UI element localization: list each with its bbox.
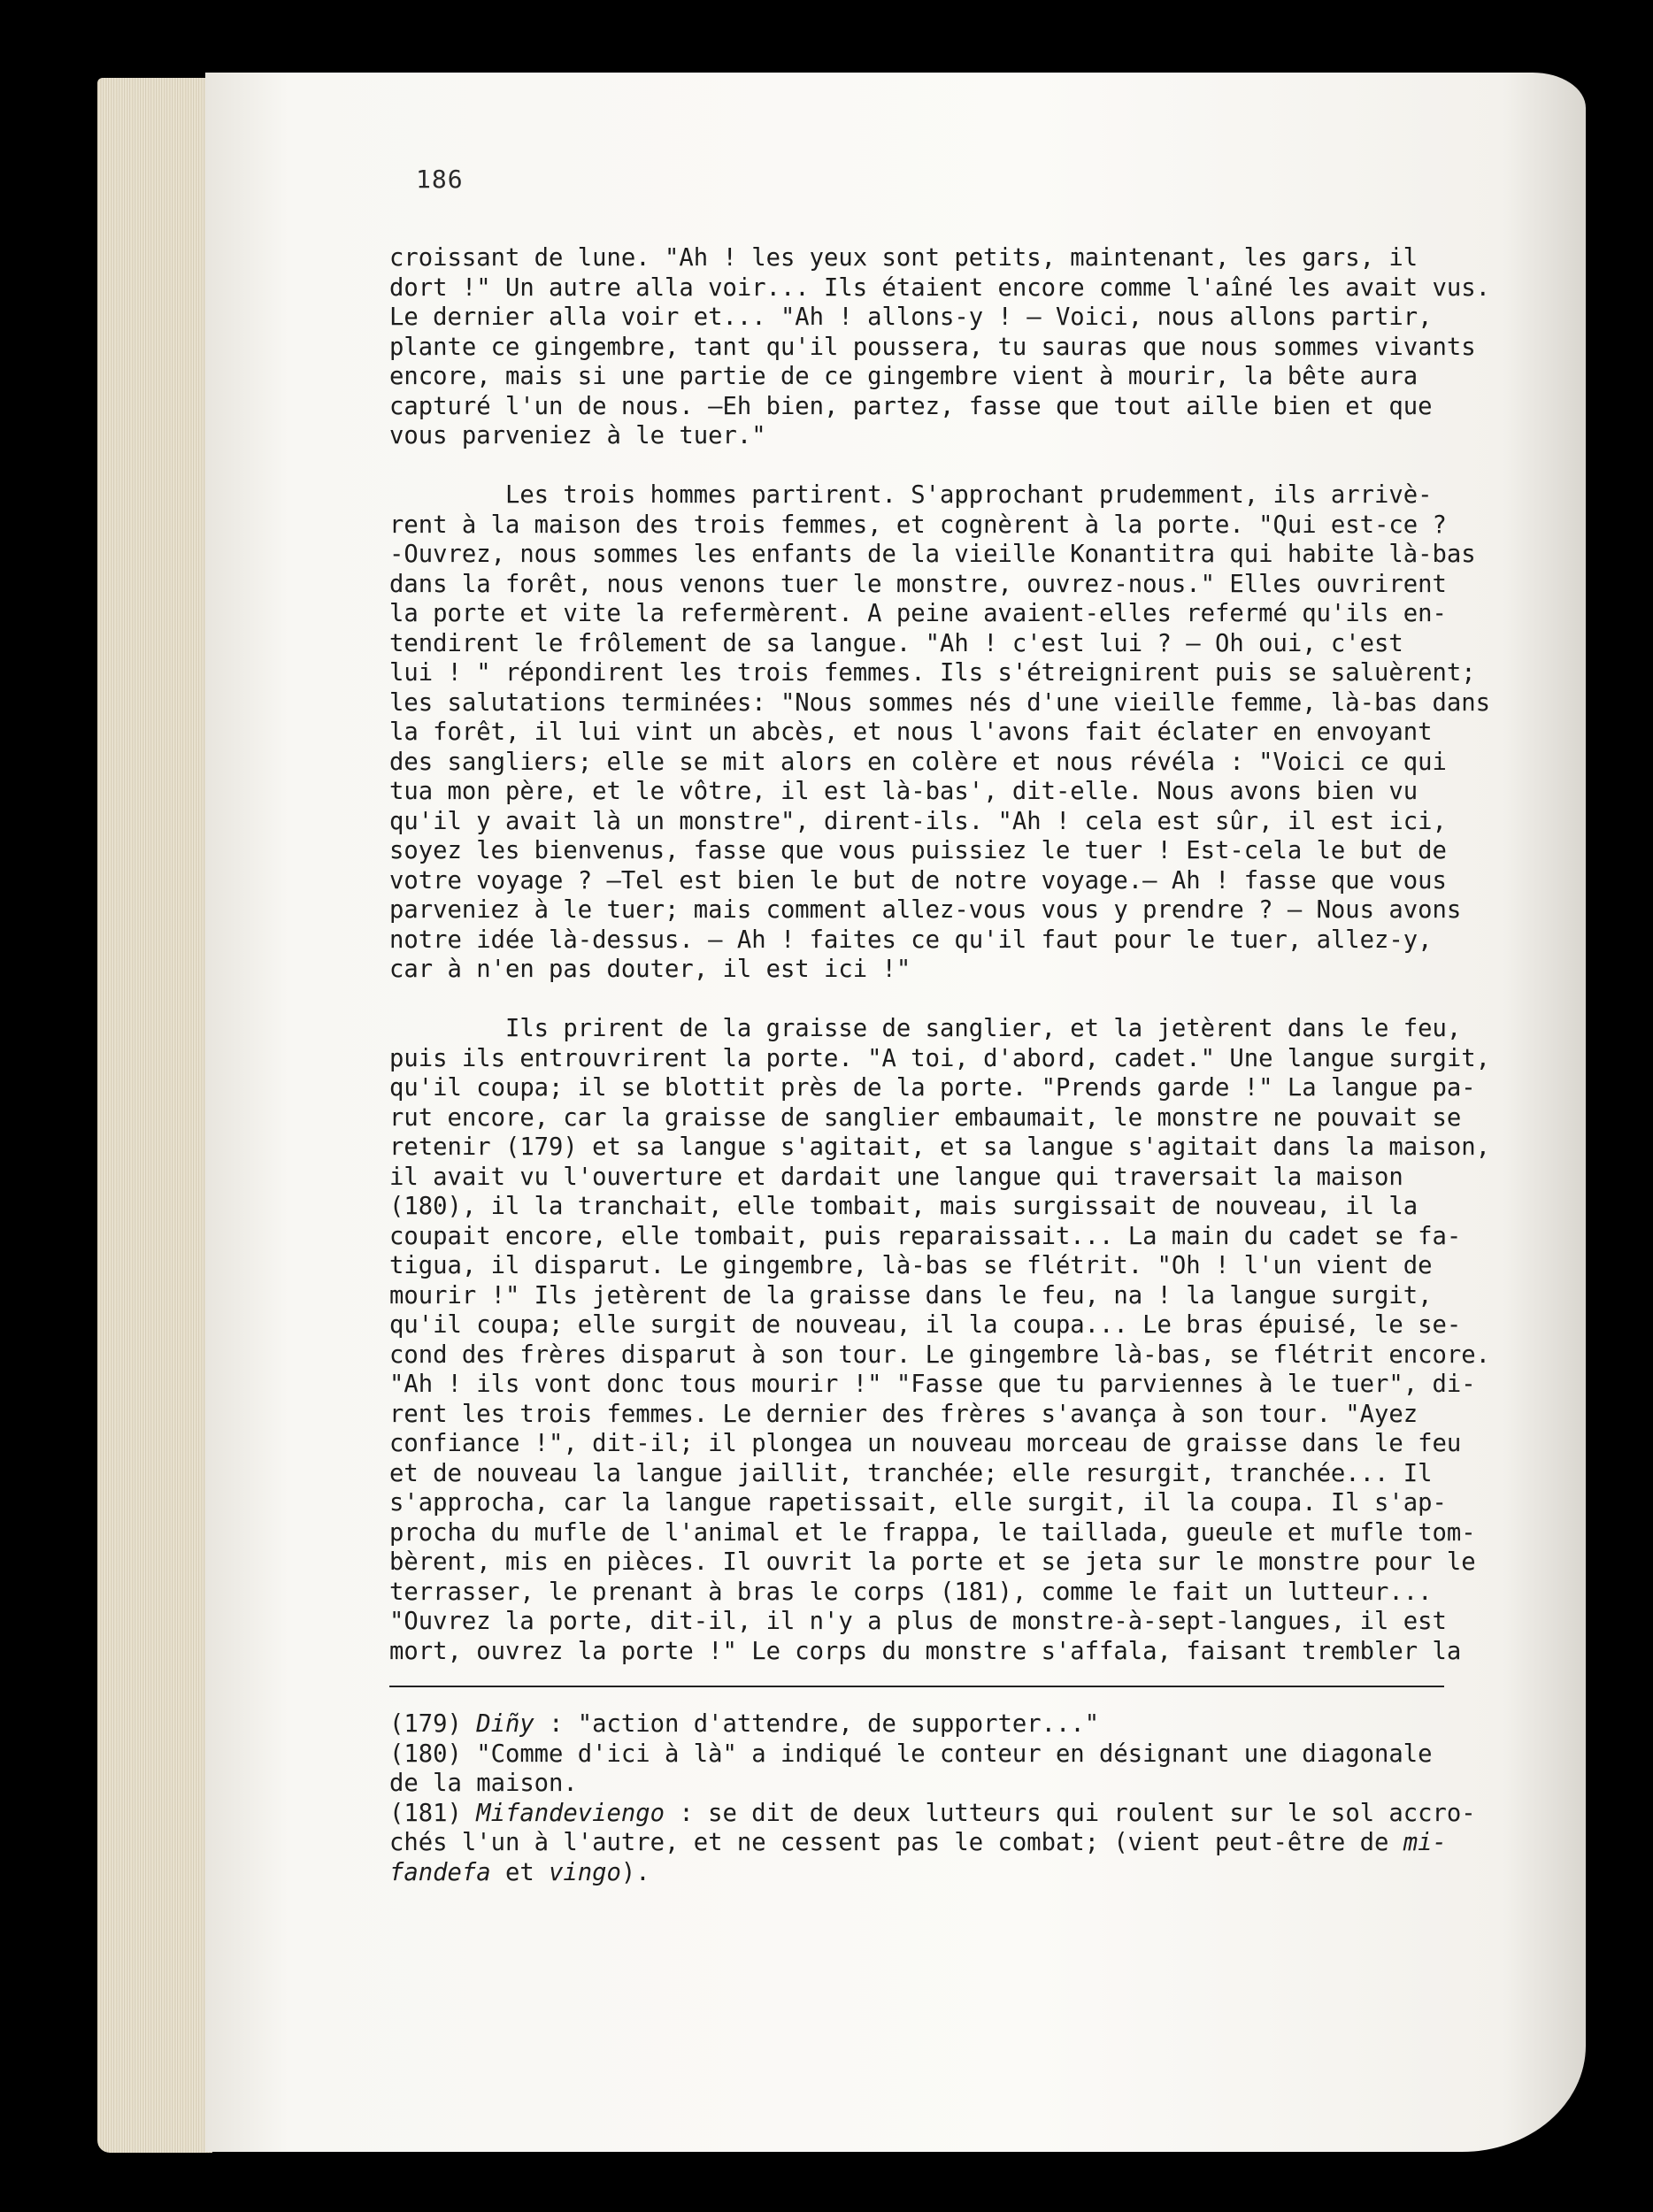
paragraph-gap [389,451,1462,481]
footnote-term: Mifandeviengo [476,1799,665,1827]
footnote-text: : se dit de deux lutteurs qui roulent sur le sol accro- [665,1799,1476,1827]
footnote-divider [389,1686,1444,1687]
text-line: -Ouvrez, nous sommes les enfants de la vieille Konantitra qui habite là-bas [389,541,1476,568]
footnote-text: chés l'un à l'autre, et ne cessent pas le combat; (vient peut-être de [389,1829,1403,1856]
text-line: parveniez à le tuer; mais comment allez-vous vous y prendre ? — Nous avons [389,896,1462,924]
text-line: cond des frères disparut à son tour. Le gingembre là-bas, se flétrit encore. [389,1340,1490,1369]
text-line: coupait encore, elle tombait, puis reparaissait... La main du cadet se fa- [389,1222,1462,1250]
text-line: qu'il coupa; elle surgit de nouveau, il la coupa... Le bras épuisé, le se- [389,1311,1462,1339]
text-line: des sangliers; elle se mit alors en colère et nous révéla : "Voici ce qui [389,748,1447,776]
text-line: tendirent le frôlement de sa langue. "Ah ! c'est lui ? — Oh oui, c'est [389,629,1403,657]
text-line: rent les trois femmes. Le dernier des frères s'avança à son tour. "Ayez [389,1400,1419,1428]
footnote-text: ). [620,1858,650,1886]
text-line: rent à la maison des trois femmes, et cognèrent à la porte. "Qui est-ce ? [389,511,1447,539]
text-line: croissant de lune. "Ah ! les yeux sont petits, maintenant, les gars, il [389,244,1419,272]
book-page-edges [97,78,212,2153]
text-line: bèrent, mis en pièces. Il ouvrit la porte et se jeta sur le monstre pour le [389,1548,1476,1576]
footnote-181-cont [389,1858,1462,1888]
text-line: mort, ouvrez la porte !" Le corps du monstre s'affala, faisant trembler la [389,1637,1462,1665]
text-line: tua mon père, et le vôtre, il est là-bas', dit-elle. Nous avons bien vu [389,778,1419,805]
text-line: retenir (179) et sa langue s'agitait, et sa langue s'agitait dans la maison, [389,1133,1490,1161]
footnote-181-cont [389,1828,1462,1858]
text-line: il avait vu l'ouverture et dardait une langue qui traversait la maison [389,1163,1403,1191]
footnote-text: : "action d'attendre, de supporter..." [534,1710,1100,1738]
text-line: s'approcha, car la langue rapetissait, elle surgit, il la coupa. Il s'ap- [389,1489,1447,1517]
text-line: "Ah ! ils vont donc tous mourir !" "Fasse que tu parviennes à le tuer", di- [389,1371,1476,1398]
footnote-181 [389,1799,1476,1829]
text-line: confiance !", dit-il; il plongea un nouveau morceau de graisse dans le feu [389,1430,1462,1457]
body-text [389,243,1490,1666]
footnote-text: et [490,1858,550,1886]
paragraph-1 [389,243,1490,451]
text-line: dans la forêt, nous venons tuer le monstre, ouvrez-nous." Elles ouvrirent [389,570,1447,598]
text-line: terrasser, le prenant à bras le corps (181), comme le fait un lutteur... [389,1578,1433,1606]
footnote-179 [389,1709,1462,1740]
text-line: qu'il coupa; il se blottit près de la porte. "Prends garde !" La langue pa- [389,1074,1476,1102]
text-line: votre voyage ? —Tel est bien le but de notre voyage.— Ah ! fasse que vous [389,866,1447,895]
footnote-term: Diñy [476,1710,534,1738]
text-line: rut encore, car la graisse de sanglier embaumait, le monstre ne pouvait se [389,1103,1462,1132]
text-line: vous parveniez à le tuer." [389,422,766,449]
page-number: 186 [416,165,464,194]
footnote-180: (180) "Comme d'ici à là" a indiqué le conteur en désignant une diagonale [389,1740,1433,1768]
text-line: puis ils entrouvrirent la porte. "A toi, d'abord, cadet." Une langue surgit, [389,1044,1490,1072]
text-line: la forêt, il lui vint un abcès, et nous l'avons fait éclater en envoyant [389,718,1433,746]
footnote-term: vingo [549,1858,621,1886]
text-line: (180), il la tranchait, elle tombait, mais surgissait de nouveau, il la [389,1193,1419,1220]
text-line: tigua, il disparut. Le gingembre, là-bas se flétrit. "Oh ! l'un vient de [389,1252,1433,1279]
text-line: "Ouvrez la porte, dit-il, il n'y a plus de monstre-à-sept-langues, il est [389,1608,1447,1635]
footnote-number: (181) [389,1799,477,1827]
text-line: capturé l'un de nous. —Eh bien, partez, fasse que tout aille bien et que [389,392,1433,420]
text-line: la porte et vite la refermèrent. A peine avaient-elles refermé qu'ils en- [389,600,1447,627]
text-line: et de nouveau la langue jaillit, tranchée; elle resurgit, tranchée... Il [389,1459,1433,1487]
text-line: encore, mais si une partie de ce gingembre vient à mourir, la bête aura [389,363,1419,390]
paragraph-2 [389,480,1490,985]
text-line: procha du mufle de l'animal et le frappa, le taillada, gueule et mufle tom- [389,1518,1476,1547]
text-line: Les trois hommes partirent. S'approchant prudemment, ils arrivè- [389,481,1433,509]
text-line: soyez les bienvenus, fasse que vous puissiez le tuer ! Est-cela le but de [389,837,1447,864]
text-line: Ils prirent de la graisse de sanglier, et la jetèrent dans le feu, [389,1015,1462,1042]
text-line: lui ! " répondirent les trois femmes. Ils s'étreignirent puis se saluèrent; [389,659,1476,687]
paragraph-gap [389,985,1462,1015]
text-line: qu'il y avait là un monstre", dirent-ils. "Ah ! cela est sûr, il est ici, [389,807,1447,835]
text-line: plante ce gingembre, tant qu'il poussera, tu sauras que nous sommes vivants [389,333,1476,361]
footnotes [389,1709,1476,1887]
paragraph-3 [389,1014,1490,1666]
footnote-term: fandefa [389,1858,491,1886]
text-line: dort !" Un autre alla voir... Ils étaient encore comme l'aîné les avait vus. [389,273,1490,302]
text-line: car à n'en pas douter, il est ici !" [389,956,911,983]
text-line: mourir !" Ils jetèrent de la graisse dans le feu, na ! la langue surgit, [389,1281,1433,1310]
text-line: notre idée là-dessus. — Ah ! faites ce qu'il faut pour le tuer, allez-y, [389,926,1433,954]
text-line: les salutations terminées: "Nous sommes nés d'une vieille femme, là-bas dans [389,688,1490,717]
footnote-number: (179) [389,1710,477,1738]
footnote-term: mi- [1403,1829,1447,1856]
text-line: Le dernier alla voir et... "Ah ! allons-y ! — Voici, nous allons partir, [389,303,1433,331]
footnote-180-cont: de la maison. [389,1770,578,1797]
